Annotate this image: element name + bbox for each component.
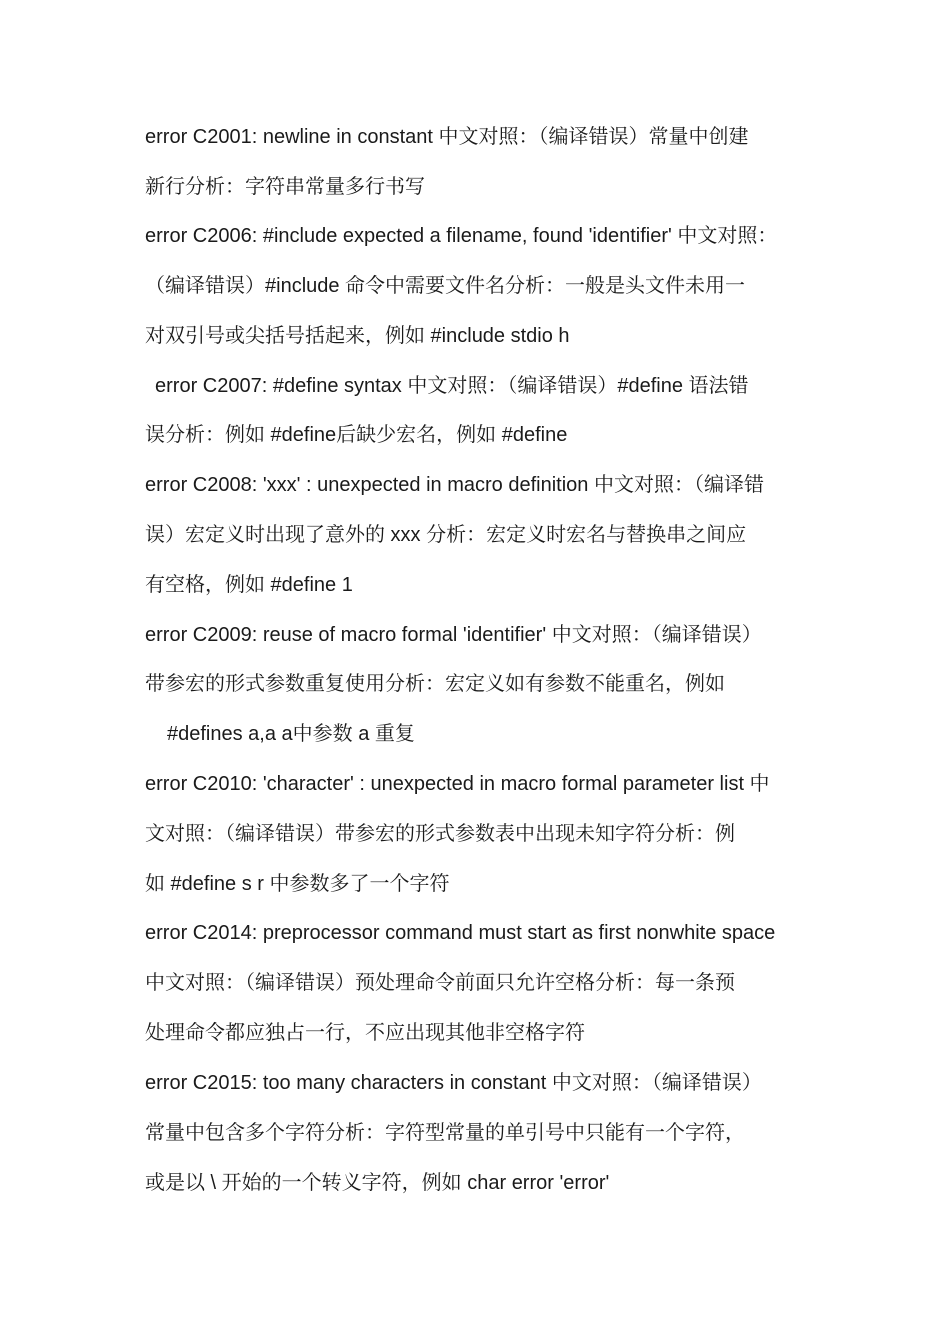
text-line: 有空格，例如 #define 1 bbox=[145, 574, 353, 596]
text-line: 误分析：例如 #define后缺少宏名，例如 #define bbox=[145, 424, 568, 446]
text-line: error C2010: 'character' : unexpected in macro formal parameter list 中 bbox=[145, 773, 770, 795]
text-line: 带参宏的形式参数重复使用分析：宏定义如有参数不能重名，例如 bbox=[145, 673, 725, 695]
text-line: error C2008: 'xxx' : unexpected in macro definition 中文对照：（编译错 bbox=[145, 474, 764, 496]
text-line: 常量中包含多个字符分析：字符型常量的单引号中只能有一个字符， bbox=[145, 1122, 745, 1144]
text-line: error C2001: newline in constant 中文对照：（编译错误）常量中创建 bbox=[145, 126, 749, 148]
text-line: （编译错误）#include 命令中需要文件名分析：一般是头文件未用一 bbox=[145, 275, 746, 297]
text-line: error C2014: preprocessor command must start as first nonwhite space bbox=[145, 922, 776, 944]
text-line: 中文对照：（编译错误）预处理命令前面只允许空格分析：每一条预 bbox=[145, 972, 735, 994]
text-line: 误）宏定义时出现了意外的 xxx 分析：宏定义时宏名与替换串之间应 bbox=[145, 524, 747, 546]
text-line: 处理命令都应独占一行，不应出现其他非空格字符 bbox=[145, 1022, 585, 1044]
text-line: 或是以 \ 开始的一个转义字符，例如 char error 'error' bbox=[145, 1172, 610, 1194]
text-line: 新行分析：字符串常量多行书写 bbox=[145, 176, 425, 198]
text-line: error C2009: reuse of macro formal 'identifier' 中文对照：（编译错误） bbox=[145, 624, 762, 646]
text-line: error C2006: #include expected a filename, found 'identifier' 中文对照： bbox=[145, 225, 778, 247]
text-line: 文对照：（编译错误）带参宏的形式参数表中出现未知字符分析：例 bbox=[145, 823, 735, 845]
text-line: error C2015: too many characters in constant 中文对照：（编译错误） bbox=[145, 1072, 762, 1094]
text-line: 如 #define s r 中参数多了一个字符 bbox=[145, 873, 450, 895]
text-line: 对双引号或尖括号括起来，例如 #include stdio h bbox=[145, 325, 570, 347]
text-line: error C2007: #define syntax 中文对照：（编译错误）#define 语法错 bbox=[155, 375, 749, 397]
text-line: #defines a,a a中参数 a 重复 bbox=[167, 723, 415, 745]
